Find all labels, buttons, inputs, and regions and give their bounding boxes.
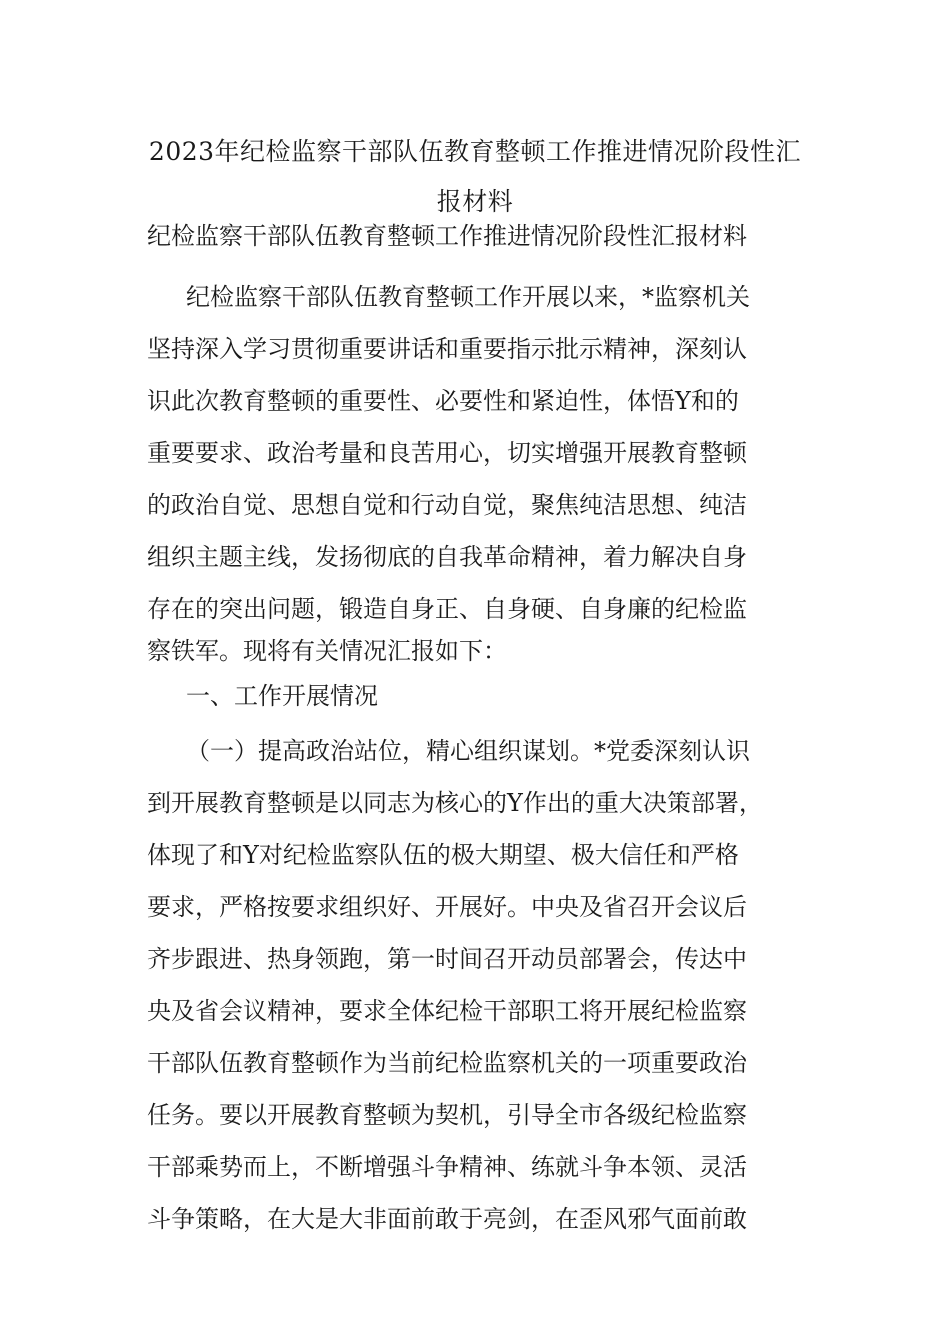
intro-line: 重要要求、政治考量和良苦用心，切实增强开展教育整顿 [147, 439, 747, 467]
section1-line: 斗争策略，在大是大非面前敢于亮剑，在歪风邪气面前敢 [147, 1205, 747, 1233]
section1-line: 体现了和Y对纪检监察队伍的极大期望、极大信任和严格 [147, 841, 739, 869]
section1-line: 任务。要以开展教育整顿为契机，引导全市各级纪检监察 [147, 1101, 747, 1129]
section1-line: （一）提高政治站位，精心组织谋划。*党委深刻认识 [186, 737, 750, 765]
intro-line: 坚持深入学习贯彻重要讲话和重要指示批示精神，深刻认 [147, 335, 747, 363]
section1-line: 要求，严格按要求组织好、开展好。中央及省召开会议后 [147, 893, 747, 921]
section-heading: 一、工作开展情况 [186, 682, 378, 710]
intro-line: 存在的突出问题，锻造自身正、自身硬、自身廉的纪检监 [147, 595, 747, 623]
section1-line: 央及省会议精神，要求全体纪检干部职工将开展纪检监察 [147, 997, 747, 1025]
intro-line: 的政治自觉、思想自觉和行动自觉，聚焦纯洁思想、纯洁 [147, 491, 747, 519]
intro-line: 察铁军。现将有关情况汇报如下： [147, 637, 507, 665]
section1-line: 干部队伍教育整顿作为当前纪检监察机关的一项重要政治 [147, 1049, 747, 1077]
document-subtitle: 纪检监察干部队伍教育整顿工作推进情况阶段性汇报材料 [147, 222, 747, 250]
document-title-line-1: 2023年纪检监察干部队伍教育整顿工作推进情况阶段性汇 [148, 137, 802, 166]
intro-line: 组织主题主线，发扬彻底的自我革命精神，着力解决自身 [147, 543, 747, 571]
intro-line: 纪检监察干部队伍教育整顿工作开展以来，*监察机关 [186, 283, 750, 311]
intro-line: 识此次教育整顿的重要性、必要性和紧迫性，体悟Y和的 [147, 387, 739, 415]
document-title-line-2: 报材料 [436, 187, 514, 216]
section1-line: 到开展教育整顿是以同志为核心的Y作出的重大决策部署， [147, 789, 763, 817]
section1-line: 齐步跟进、热身领跑，第一时间召开动员部署会，传达中 [147, 945, 747, 973]
section1-line: 干部乘势而上，不断增强斗争精神、练就斗争本领、灵活 [147, 1153, 747, 1181]
